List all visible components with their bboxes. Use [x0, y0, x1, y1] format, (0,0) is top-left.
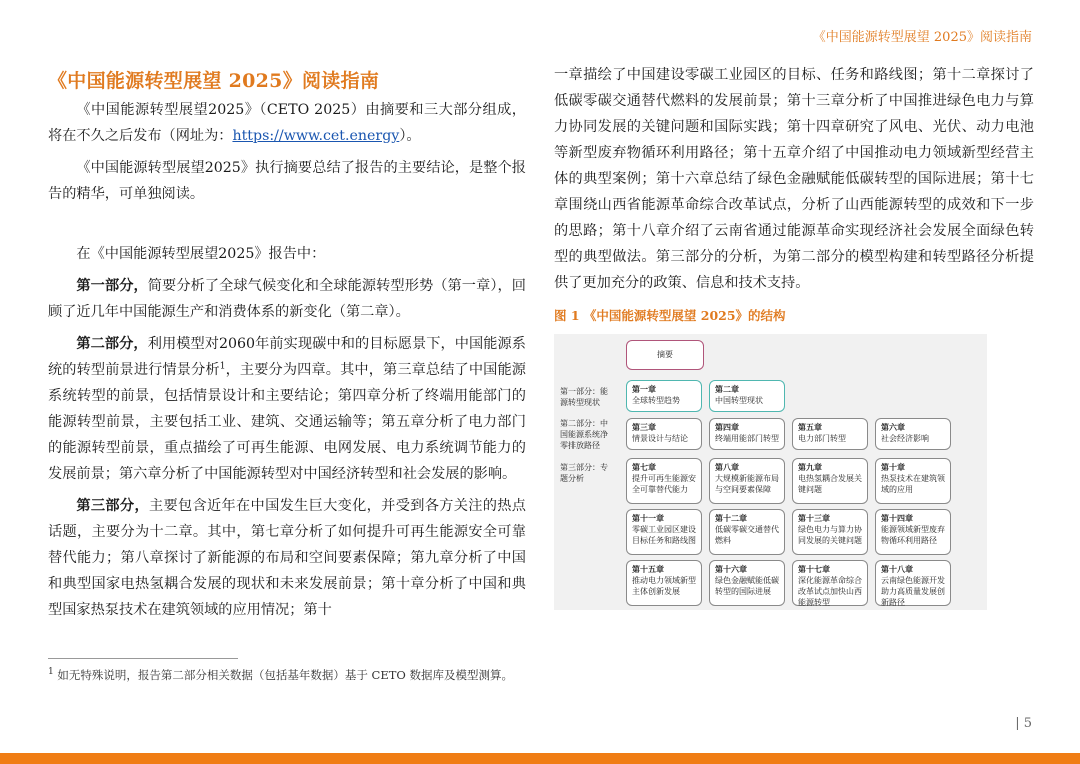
- part2-paragraph: [48, 331, 526, 487]
- right-column: [554, 62, 1034, 610]
- chapter-topic: 电热氢耦合发展关键问题: [798, 474, 862, 494]
- chapter-number: 第十八章: [881, 564, 913, 574]
- part2-text-b: ，主要分为四章。其中，第三章总结了中国能源系统转型的前景，包括情景设计和主要结论；第四章分析了终端用能部门的能源转型前景，主要包括工业、建筑、交通运输等；第五章分析了电力部门的能源转型前景，重点描绘了可再生能源、电网发展、电力系统调节能力的发展前景；第六章分析了中国能源转型对中国经济转型和社会发展的影响。: [48, 362, 526, 482]
- chapter-topic: 电力部门转型: [798, 434, 846, 443]
- chapter-number: 第十六章: [715, 564, 747, 574]
- chapter-box: [792, 458, 868, 504]
- chapter-number: 第十五章: [632, 564, 664, 574]
- chapter-number: 第三章: [632, 422, 656, 432]
- chapter-box: [792, 560, 868, 606]
- part2-label: 第二部分：中国能源系统净零排放路径: [560, 419, 608, 450]
- chapter-topic: 低碳零碳交通替代燃料: [715, 525, 779, 545]
- bottom-accent-bar: [0, 753, 1080, 764]
- chapter-box: [875, 458, 951, 504]
- intro-paragraph-3: 在《中国能源转型展望2025》报告中：: [76, 246, 326, 262]
- chapter-number: 第十二章: [715, 513, 747, 523]
- intro-paragraph-2: 《中国能源转型展望2025》执行摘要总结了报告的主要结论，是整个报告的精华，可单独阅读。: [48, 160, 526, 202]
- chapter-topic: 大规模新能源布局与空间要素保障: [715, 474, 779, 494]
- chapter-topic: 深化能源革命综合改革试点加快山西能源转型: [798, 576, 862, 607]
- chapter-topic: 绿色金融赋能低碳转型的国际进展: [715, 576, 779, 596]
- chapter-topic: 零碳工业园区建设目标任务和路线图: [632, 525, 696, 545]
- chapter-number: 第六章: [881, 422, 905, 432]
- chapter-number: 第十一章: [632, 513, 664, 523]
- chapter-topic: 情景设计与结论: [632, 434, 688, 443]
- summary-label: 摘要: [657, 350, 673, 359]
- part3-lead: 第三部分，: [76, 498, 149, 514]
- chapter-box: [875, 560, 951, 606]
- chapter-topic: 绿色电力与算力协同发展的关键问题: [798, 525, 862, 545]
- chapter-box: [626, 380, 702, 412]
- intro-text-a: 《中国能源转型展望2025》（CETO 2025）由摘要和三大部分组成，将在不久之后发布（网址为：: [48, 102, 526, 144]
- chapter-box: [709, 380, 785, 412]
- page-number: | 5: [1015, 716, 1032, 731]
- chapter-box: [792, 418, 868, 450]
- chapter-topic: 终端用能部门转型: [715, 434, 779, 443]
- part2-text-a: 利用模型对2060年前实现碳中和的目标愿景下，中国能源系统的转型前景进行情景分析: [48, 336, 526, 378]
- part3-text: 主要包含近年在中国发生巨大变化，并受到各方关注的热点话题，主要分为十二章。其中，第七章分析了如何提升可再生能源安全可靠替代能力；第八章探讨了新能源的布局和空间要素保障；第九章分析了中国和典型国家电热氢耦合发展的现状和未来发展前景；第十章分析了中国和典型国家热泵技术在建筑领域的应用情况；第十: [48, 498, 526, 618]
- chapter-box: [709, 418, 785, 450]
- chapter-topic: 能源领域新型废弃物循环利用路径: [881, 525, 945, 545]
- chapter-box: [626, 509, 702, 555]
- intro-paragraph-1: [48, 97, 526, 149]
- continued-paragraph: 一章描绘了中国建设零碳工业园区的目标、任务和路线图；第十二章探讨了低碳零碳交通替代燃料的发展前景；第十三章分析了中国推进绿色电力与算力协同发展的关键问题和国际实践；第十四章研究了风电、光伏、动力电池等新型废弃物循环利用路径；第十五章介绍了中国推动电力领域新型经营主体的典型案例；第十六章总结了绿色金融赋能低碳转型的国际进展；第十七章围绕山西省能源革命综合改革试点，分析了山西能源转型的成效和下一步的思路；第十八章介绍了云南省通过能源革命实现经济社会发展全面绿色转型的典型做法。第三部分的分析，为第二部分的模型构建和转型路径分析提供了更加充分的政策、信息和技术支持。: [554, 67, 1034, 291]
- footnote-mark: 1: [48, 667, 54, 678]
- footnote-divider: [48, 658, 238, 659]
- chapter-topic: 提升可再生能源安全可靠替代能力: [632, 474, 696, 494]
- chapter-number: 第四章: [715, 422, 739, 432]
- chapter-number: 第十七章: [798, 564, 830, 574]
- footnote-ref[interactable]: 1: [219, 361, 226, 372]
- chapter-number: 第八章: [715, 462, 739, 472]
- chapter-box: [875, 418, 951, 450]
- chapter-topic: 社会经济影响: [881, 434, 929, 443]
- chapter-box: [626, 458, 702, 504]
- chapter-number: 第一章: [632, 384, 656, 394]
- footnote: [48, 666, 526, 685]
- chapter-number: 第九章: [798, 462, 822, 472]
- chapter-topic: 热泵技术在建筑领域的应用: [881, 474, 945, 494]
- chapter-number: 第十三章: [798, 513, 830, 523]
- chapter-topic: 中国转型现状: [715, 396, 763, 405]
- chapter-topic: 全球转型趋势: [632, 396, 680, 405]
- running-header: 《中国能源转型展望 2025》阅读指南: [812, 30, 1032, 45]
- chapter-box: [709, 458, 785, 504]
- website-link[interactable]: https://www.cet.energy: [232, 128, 400, 144]
- chapter-box: [875, 509, 951, 555]
- part1-text: 简要分析了全球气候变化和全球能源转型形势（第一章），回顾了近几年中国能源生产和消费体系的新变化（第二章）。: [48, 278, 526, 320]
- summary-box: [626, 340, 704, 370]
- footnote-text: 如无特殊说明，报告第二部分相关数据（包括基年数据）基于 CETO 数据库及模型测算。: [57, 668, 513, 682]
- chapter-topic: 云南绿色能源开发助力高质量发展创新路径: [881, 576, 945, 607]
- part1-paragraph: [48, 273, 526, 325]
- chapter-number: 第七章: [632, 462, 656, 472]
- chapter-number: 第十章: [881, 462, 905, 472]
- chapter-box: [626, 560, 702, 606]
- chapter-box: [709, 560, 785, 606]
- part3-label: 第三部分：专题分析: [560, 463, 608, 483]
- page-title: 《中国能源转型展望 2025》阅读指南: [48, 70, 380, 92]
- part2-lead: 第二部分，: [76, 336, 148, 352]
- figure-caption: 图 1 《中国能源转型展望 2025》的结构: [554, 308, 786, 323]
- chapter-box: [626, 418, 702, 450]
- chapter-topic: 推动电力领域新型主体创新发展: [632, 576, 696, 596]
- chapter-box: [709, 509, 785, 555]
- left-column: [48, 66, 526, 623]
- chapter-box: [792, 509, 868, 555]
- intro-text-b: ）。: [399, 128, 421, 144]
- part3-paragraph: [48, 493, 526, 623]
- chapter-number: 第五章: [798, 422, 822, 432]
- part1-label: 第一部分：能源转型现状: [560, 387, 608, 407]
- structure-diagram: [554, 334, 987, 610]
- chapter-number: 第二章: [715, 384, 739, 394]
- part1-lead: 第一部分，: [76, 278, 148, 294]
- chapter-number: 第十四章: [881, 513, 913, 523]
